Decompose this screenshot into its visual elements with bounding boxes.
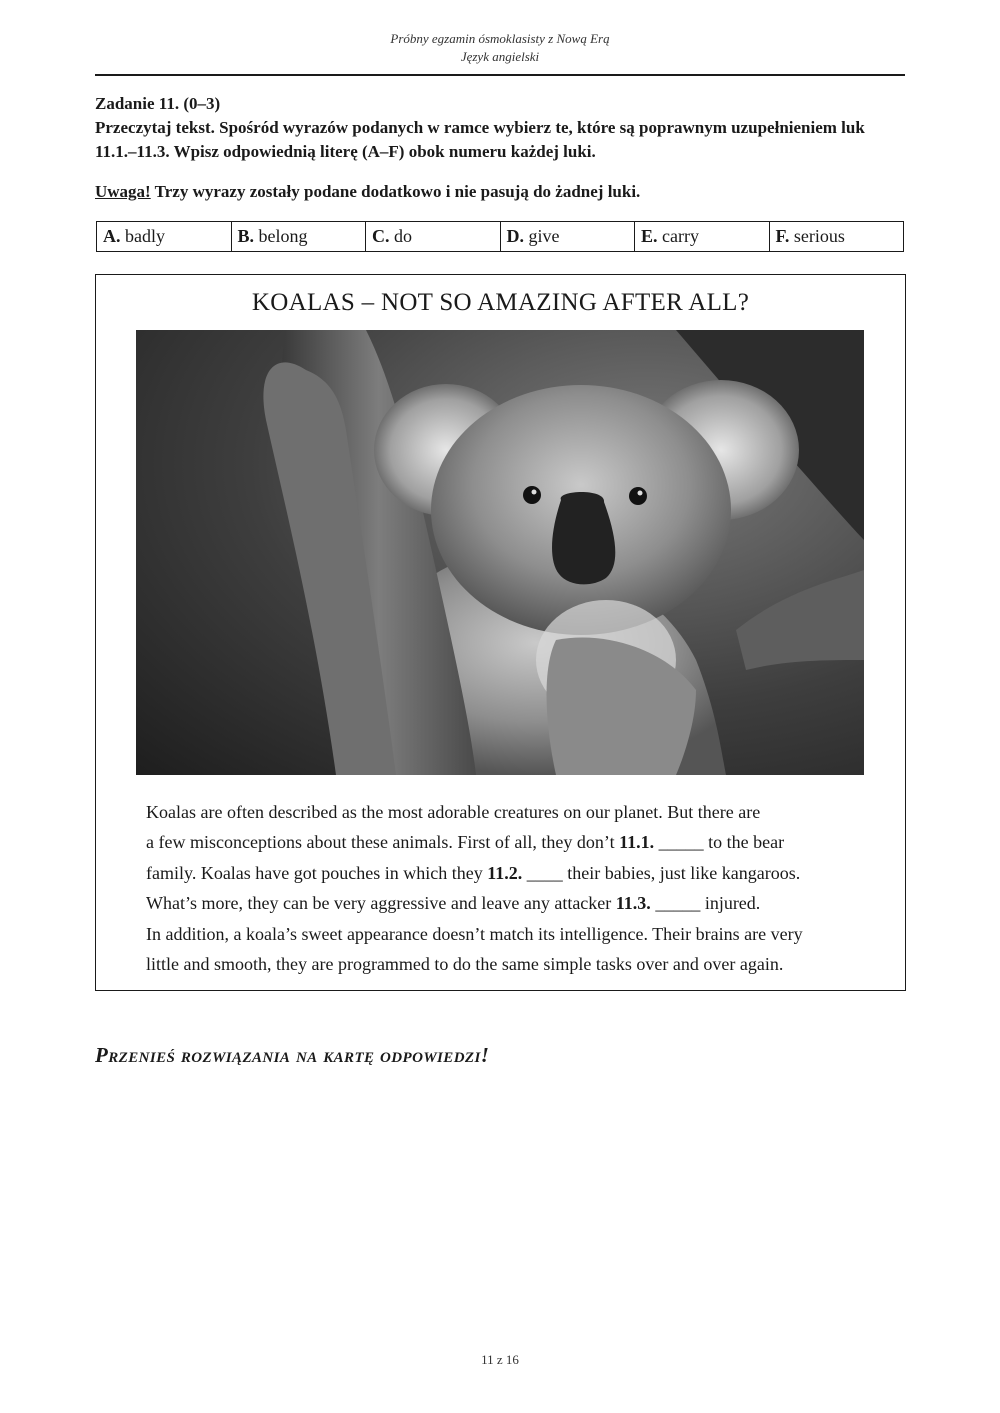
word-options-box [96,221,904,252]
passage-line [146,919,876,949]
note-text: Trzy wyrazy zostały podane dodatkowo i nie pasują do żadnej luki. [150,182,641,201]
option-c [365,222,500,251]
option-b [231,222,366,251]
task-instructions [95,92,910,164]
option-letter: C. [372,226,390,246]
gap-11-2-blank: ____ their babies, just like kangaroos. [522,862,801,883]
passage-line [146,858,876,888]
gap-11-3-blank: _____ injured. [650,893,761,914]
option-word: give [524,226,560,246]
option-word: do [389,226,412,246]
passage-text: a few misconceptions about these animals. First of all, they don’t [146,832,620,853]
option-word: badly [120,226,165,246]
passage-text: Koalas are often described as the most adorable creatures on our planet. But there are [146,802,761,822]
gap-11-1-label: 11.1. [619,832,655,853]
option-f [769,222,904,251]
task-instruction-text: Przeczytaj tekst. Spośród wyrazów podanych w ramce wybierz te, które są poprawnym uzupełnieniem luk 11.1.–11.3. Wpisz odpowiednią literę (A–F) obok numeru każdej luki. [95,118,865,161]
option-d [500,222,635,251]
passage-line [146,797,876,827]
page-number: 11 z 16 [481,1352,519,1367]
option-letter: A. [103,226,121,246]
option-word: serious [789,226,845,246]
page-header [0,30,1000,66]
option-word: carry [657,226,699,246]
task-note [95,180,910,204]
gap-11-1-blank: _____ to the bear [654,832,785,853]
option-letter: B. [237,226,255,246]
task-title: Zadanie 11. (0–3) [95,94,221,113]
passage-text: In addition, a koala’s sweet appearance doesn’t match its intelligence. Their brains are very [146,923,803,944]
reading-text-box [95,274,906,991]
koala-illustration [136,330,864,775]
transfer-answers-note: Przenieś rozwiązania na kartę odpowiedzi! [95,1043,490,1067]
header-subject: Język angielski [460,49,540,64]
passage-line [146,949,876,979]
header-divider [95,74,905,76]
koala-photo [136,330,864,775]
gap-11-2-label: 11.2. [487,862,523,883]
option-e [634,222,769,251]
option-a [97,222,231,251]
gap-11-3-label: 11.3. [615,893,651,914]
passage-line [146,888,876,918]
option-letter: D. [506,226,524,246]
passage-text: What’s more, they can be very aggressive and leave any attacker [146,893,616,914]
option-word: belong [254,226,308,246]
note-label: Uwaga! [95,182,151,201]
passage-text: little and smooth, they are programmed to do the same simple tasks over and over again. [146,954,784,975]
reading-title: KOALAS – NOT SO AMAZING AFTER ALL? [251,289,750,316]
option-letter: F. [775,226,790,246]
reading-passage [146,797,876,979]
passage-text: family. Koalas have got pouches in which they [146,862,488,883]
option-letter: E. [641,226,658,246]
header-exam-title: Próbny egzamin ósmoklasisty z Nową Erą [390,31,610,46]
passage-line [146,827,876,857]
